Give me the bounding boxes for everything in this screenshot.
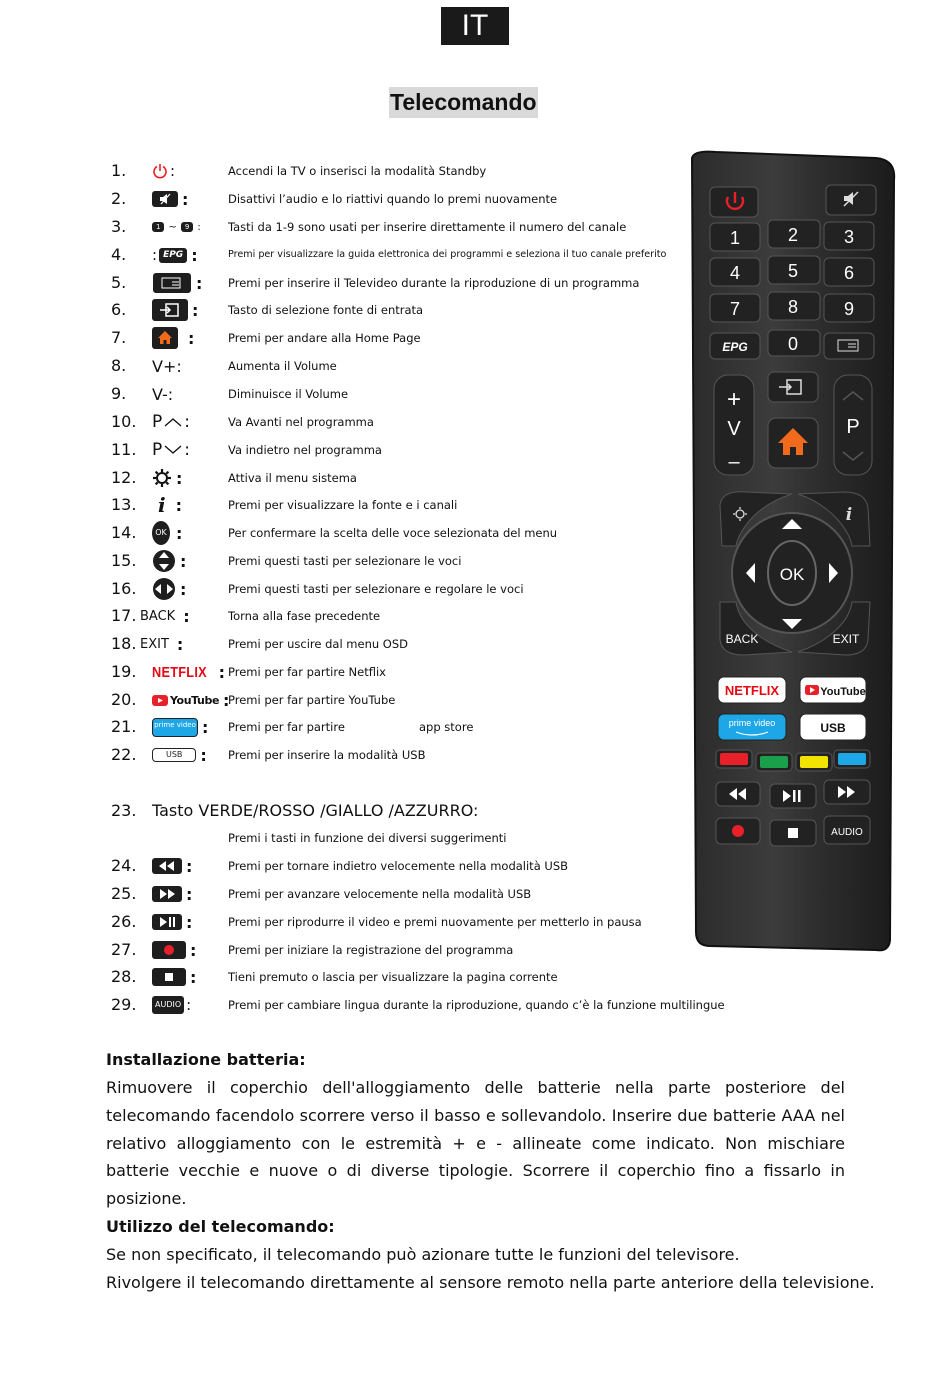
battery-paragraph: Rimuovere il coperchio dell'alloggiamento delle batterie nella parte posteriore del telecomando facendolo scorrere verso il basso e sollevandolo. Inserire due batterie AAA nel relativo alloggiamento con le estremità + e - allineate come indicato. Non mischiare batterie vecchie e nuove o di diverse tipologie. Scorrere il coperchio fino a fissarlo in posizione. [106,1078,845,1209]
item-number: 1. [111,161,127,180]
item-number: 13. [111,495,137,514]
item-description: Premi per riprodurre il video e premi nuovamente per metterlo in pausa [228,915,642,929]
home-icon [152,328,194,348]
item-colon: : [170,162,176,180]
item-number: 23. [111,801,137,820]
item-colon: : [202,717,209,737]
item-description: Diminuisce il Volume [228,387,349,401]
chevron-up-icon [164,417,182,427]
item-description: Premi questi tasti per selezionare e regolare le voci [228,582,524,596]
item-number: 10. [111,412,137,431]
remote-volume-label: V [727,418,741,440]
item-number: 12. [111,468,137,487]
list-item [0,325,700,351]
chevron-down-icon [164,445,182,455]
audio-label: AUDIO [152,996,184,1014]
program-down-key [152,440,190,460]
power-icon [152,161,175,181]
item-colon: : [182,189,189,209]
prime-video-logo [152,717,208,737]
item-description: Accendi la TV o inserisci la modalità Standby [228,164,487,178]
item-number: 14. [111,523,137,542]
remote-youtube-label: YouTube [820,686,866,698]
item-description: Premi per inserire la modalità USB [228,748,426,762]
item-number: 7. [111,328,127,347]
exit-key [140,634,183,654]
item-number: 24. [111,856,137,875]
remote-digit-label: 8 [787,297,799,317]
teletext-icon [152,273,202,293]
item-description: Premi per andare alla Home Page [228,331,421,345]
remote-digit-label: 6 [843,263,855,283]
list-item [0,909,700,935]
info-icon: i [845,505,853,525]
item-number: 27. [111,940,137,959]
item-colon: : [186,996,192,1014]
item-description: Premi per inserire il Televideo durante la riproduzione di un programma [228,276,640,290]
remote-volume-plus: + [726,386,742,413]
item-number: 3. [111,217,127,236]
list-item [0,186,700,212]
item-description: Premi per uscire dal menu OSD [228,637,409,651]
item-colon: : [190,940,197,960]
item-description: Premi per avanzare velocemente nella modalità USB [228,887,532,901]
list-item [0,520,700,546]
list-item [0,992,725,1018]
item-colon: : [200,745,207,765]
list-item [0,825,700,851]
item-colon: : [191,245,198,265]
exit-label: EXIT [140,636,169,652]
color-keys-title: Tasto VERDE/ROSSO /GIALLO /AZZURRO: [152,801,479,820]
item-colon: : [176,468,183,488]
item-description: Premi per far partire YouTube [228,693,396,707]
remote-digit-label: 1 [729,228,741,248]
remote-digit-label: 4 [729,263,741,283]
remote-source-button [768,372,818,402]
item-number: 26. [111,912,137,931]
list-item [0,465,700,491]
item-description: Premi per far partire [228,720,345,734]
page-title: Telecomando [389,87,538,118]
item-description: Premi per visualizzare la guida elettronica dei programmi e seleziona il tuo canale preferito [228,249,667,260]
item-colon: : [223,690,230,710]
list-item [0,603,700,629]
digit-9-key: 9 [181,222,193,232]
youtube-play-icon [152,695,168,706]
program-up-key [152,412,190,432]
item-colon: : [180,579,187,599]
prime-video-label: prime video [152,718,198,737]
item-description: Aumenta il Volume [228,359,337,373]
list-item [0,687,700,713]
item-description: Tasti da 1-9 sono usati per inserire direttamente il numero del canale [228,220,627,234]
item-number: 20. [111,690,137,709]
item-description: Va Avanti nel programma [228,415,374,429]
list-item [0,158,700,184]
remote-digit-label: 0 [787,334,799,354]
remote-usb-label: USB [820,721,846,735]
item-colon: : [180,551,187,571]
usage-heading: Utilizzo del telecomando: [106,1217,335,1236]
list-item [0,548,700,574]
source-input-icon [152,300,198,320]
item-description: Tieni premuto o lascia per visualizzare la pagina corrente [228,970,558,984]
list-item [0,437,700,463]
list-item [0,297,700,323]
item-number: 29. [111,995,137,1014]
item-colon: : [186,912,193,932]
item-number: 21. [111,717,137,736]
digit-1-key: 1 [152,222,164,232]
item-colon: : [184,412,190,432]
item-number: 9. [111,384,127,403]
remote-digit-label: 9 [843,299,855,319]
youtube-logo [152,690,229,710]
item-description: Premi per iniziare la registrazione del programma [228,943,514,957]
back-key [140,606,190,626]
list-item [0,214,700,240]
item-colon: : [176,523,183,543]
item-number: 8. [111,356,127,375]
remote-prime-label: prime video [728,718,776,728]
list-item [0,853,700,879]
item-colon: : [176,634,184,654]
mute-icon [152,189,188,209]
up-down-arrows-icon [152,551,186,571]
item-colon: : [186,884,193,904]
item-description: Premi i tasti in funzione dei diversi suggerimenti [228,831,507,845]
usage-line-1: Se non specificato, il telecomando può azionare tutte le funzioni del televisore. [106,1245,740,1264]
youtube-label: YouTube [170,693,220,707]
item-number: 15. [111,551,137,570]
list-item [0,270,700,296]
language-badge: IT [441,7,509,45]
remote-ok-label: OK [779,565,805,584]
item-description: Premi per tornare indietro velocemente nella modalità USB [228,859,569,873]
item-description: Premi per far partire Netflix [228,665,386,679]
item-description: Per confermare la scelta delle voce selezionata del menu [228,526,558,540]
item-colon: : [183,606,190,626]
item-description-suffix: app store [419,720,474,734]
epg-key: EPG [159,248,187,263]
netflix-logo [152,662,225,682]
list-item [0,714,700,740]
item-colon-leading: : [152,246,158,264]
stop-icon [788,828,798,838]
usage-line-2: Rivolgere il telecomando direttamente al sensore remoto nella parte anteriore della televisione. [106,1273,875,1292]
list-item [0,381,700,407]
item-number: 28. [111,967,137,986]
item-description: Va indietro nel programma [228,443,382,457]
usb-label: USB [152,748,196,762]
remote-back-label: BACK [725,632,759,646]
item-colon: : [197,221,201,233]
remote-volume-minus: – [728,451,740,473]
list-item [0,659,700,685]
fast-forward-icon [152,884,192,904]
item-description: Torna alla fase precedente [228,609,381,623]
volume-up-key: V+: [152,356,182,376]
program-letter: P [152,440,163,460]
item-colon: : [218,662,226,682]
item-colon: : [192,300,199,320]
stop-icon [152,967,196,987]
item-colon: : [196,273,203,293]
play-pause-icon [152,912,192,932]
item-colon: : [190,967,197,987]
item-description: Attiva il menu sistema [228,471,357,485]
audio-key [152,995,191,1015]
list-item [0,964,700,990]
settings-gear-icon [152,468,182,488]
item-colon: : [188,328,195,348]
program-letter: P [152,412,163,432]
item-description: Premi questi tasti per selezionare le voci [228,554,462,568]
epg-icon [152,245,198,265]
remote-digit-label: 7 [729,299,741,319]
list-item [0,631,700,657]
usb-key [152,745,207,765]
list-item [0,881,700,907]
volume-down-key: V-: [152,384,174,404]
item-number: 16. [111,579,137,598]
info-icon: i : [158,493,183,517]
item-number: 4. [111,245,127,264]
list-item [0,242,700,268]
list-item [0,576,700,602]
item-number: 22. [111,745,137,764]
ok-key: OK [152,521,170,545]
list-item [0,492,700,518]
item-number: 18. [111,634,137,653]
remote-teletext-button [824,333,874,359]
remote-control-illustration [686,150,900,955]
item-description: Premi per visualizzare la fonte e i canali [228,498,458,512]
rewind-icon [152,856,192,876]
item-number: 6. [111,300,127,319]
record-icon [152,940,196,960]
remote-netflix-label: NETFLIX [724,683,780,698]
battery-heading: Installazione batteria: [106,1050,306,1069]
range-separator: ~ [168,221,177,233]
netflix-label: NETFLIX [152,663,207,681]
remote-program-label: P [846,416,860,438]
remote-epg-label: EPG [722,340,748,354]
item-number: 17. [111,606,137,625]
item-number: 5. [111,273,127,292]
back-label: BACK [140,608,176,624]
list-item [0,937,700,963]
list-item [0,353,700,379]
list-item [0,742,700,768]
item-colon: : [186,856,193,876]
remote-exit-label: EXIT [832,632,860,646]
item-number: 2. [111,189,127,208]
item-number: 11. [111,440,137,459]
item-description: Premi per cambiare lingua durante la riproduzione, quando c’è la funzione multilingue [228,998,725,1012]
ok-icon [152,523,182,543]
item-colon: : [184,440,190,460]
remote-digit-label: 5 [787,261,799,281]
record-icon [732,825,744,837]
item-number: 25. [111,884,137,903]
digit-keys-icon [152,217,201,237]
item-description: Disattivi l’audio e lo riattivi quando lo premi nuovamente [228,192,558,206]
list-item [0,409,700,435]
left-right-arrows-icon [152,579,186,599]
item-colon: : [175,495,183,515]
item-description: Tasto di selezione fonte di entrata [228,303,424,317]
remote-audio-label: AUDIO [831,827,863,838]
item-number: 19. [111,662,137,681]
remote-digit-label: 2 [787,225,799,245]
remote-digit-label: 3 [843,227,855,247]
